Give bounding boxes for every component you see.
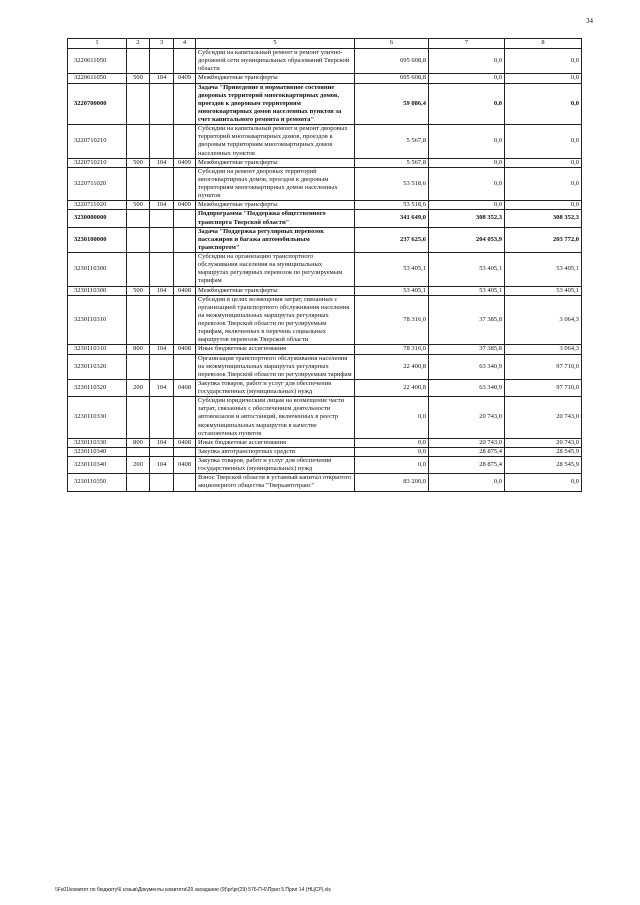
row-value-6: 78 316,0 bbox=[355, 345, 429, 354]
row-col2 bbox=[127, 253, 150, 287]
row-value-7: 0,0 bbox=[429, 167, 505, 201]
row-value-8: 3 064,3 bbox=[505, 295, 582, 345]
row-code: 3220711020 bbox=[68, 201, 127, 210]
table-row bbox=[68, 438, 582, 447]
row-value-7: 0,0 bbox=[429, 49, 505, 74]
row-value-6: 53 405,1 bbox=[355, 286, 429, 295]
row-col3: 104 bbox=[150, 201, 174, 210]
row-code: 3230110300 bbox=[68, 286, 127, 295]
row-value-6: 53 405,1 bbox=[355, 253, 429, 287]
row-value-7: 0,0 bbox=[429, 74, 505, 83]
row-col2 bbox=[127, 210, 150, 227]
row-value-7: 37 385,8 bbox=[429, 295, 505, 345]
row-code: 3230110340 bbox=[68, 457, 127, 474]
row-description: Закупка товаров, работ и услуг для обеспечения государственных (муниципальных) нужд bbox=[196, 379, 355, 396]
row-value-8: 0,0 bbox=[505, 201, 582, 210]
row-value-6: 78 316,0 bbox=[355, 295, 429, 345]
row-value-7: 204 053,9 bbox=[429, 227, 505, 252]
row-value-6: 5 567,8 bbox=[355, 125, 429, 159]
column-header: 6 bbox=[355, 39, 429, 49]
row-col2 bbox=[127, 167, 150, 201]
row-col2: 500 bbox=[127, 158, 150, 167]
row-col3 bbox=[150, 354, 174, 379]
row-value-7: 0,0 bbox=[429, 158, 505, 167]
row-code: 3220700000 bbox=[68, 83, 127, 125]
row-col3: 104 bbox=[150, 158, 174, 167]
row-description: Закупка автотранспортных средств bbox=[196, 447, 355, 456]
row-col4 bbox=[174, 447, 196, 456]
row-col3 bbox=[150, 295, 174, 345]
row-col3: 104 bbox=[150, 438, 174, 447]
row-col3 bbox=[150, 447, 174, 456]
row-code: 3230110320 bbox=[68, 354, 127, 379]
column-header: 2 bbox=[127, 39, 150, 49]
row-description: Субсидии на капитальный ремонт и ремонт улично-дорожной сети муниципальных образований Тверской области bbox=[196, 49, 355, 74]
row-code: 3220710210 bbox=[68, 125, 127, 159]
row-value-8: 0,0 bbox=[505, 158, 582, 167]
row-value-7: 0,0 bbox=[429, 125, 505, 159]
row-col4 bbox=[174, 253, 196, 287]
row-description: Межбюджетные трансферты bbox=[196, 286, 355, 295]
row-value-6: 695 608,8 bbox=[355, 74, 429, 83]
file-path-footer: \\Fs01\комитет по бюджету\6 созыв\Документы комитета\29 заседание (9)\pr\pr(29) 576-П-6\Прил 5 Прил 14 (НЦСР).xls bbox=[55, 887, 331, 893]
row-value-7: 0,0 bbox=[429, 474, 505, 491]
table-row bbox=[68, 253, 582, 287]
table-row bbox=[68, 345, 582, 354]
table-row bbox=[68, 354, 582, 379]
table-row bbox=[68, 286, 582, 295]
row-value-8: 0,0 bbox=[505, 83, 582, 125]
row-code: 3220611050 bbox=[68, 49, 127, 74]
row-value-8: 97 710,0 bbox=[505, 379, 582, 396]
row-description: Взнос Тверской области в уставный капитал открытого акционерного общества "Тверьавтотранс" bbox=[196, 474, 355, 491]
table-body bbox=[68, 49, 582, 492]
row-col4 bbox=[174, 167, 196, 201]
table-row bbox=[68, 167, 582, 201]
row-value-7: 20 743,0 bbox=[429, 397, 505, 439]
row-description: Субсидии на организацию транспортного обслуживания населения на муниципальных маршрутах регулярных перевозок по регулируемым тарифам bbox=[196, 253, 355, 287]
row-value-6: 0,0 bbox=[355, 447, 429, 456]
row-col4: 0408 bbox=[174, 379, 196, 396]
table-row bbox=[68, 158, 582, 167]
row-col3 bbox=[150, 253, 174, 287]
row-col2: 800 bbox=[127, 345, 150, 354]
row-description: Субсидии на капитальный ремонт и ремонт дворовых территорий многоквартирных домов, проездов к дворовым территориям многоквартирных домов населенных пунктов bbox=[196, 125, 355, 159]
row-col3 bbox=[150, 397, 174, 439]
row-col2: 500 bbox=[127, 74, 150, 83]
row-value-8: 0,0 bbox=[505, 125, 582, 159]
row-col2 bbox=[127, 397, 150, 439]
column-header: 1 bbox=[68, 39, 127, 49]
row-col3 bbox=[150, 125, 174, 159]
row-value-7: 28 875,4 bbox=[429, 457, 505, 474]
row-value-7: 63 340,9 bbox=[429, 379, 505, 396]
row-value-6: 59 086,4 bbox=[355, 83, 429, 125]
row-col4: 0408 bbox=[174, 345, 196, 354]
row-value-8: 0,0 bbox=[505, 167, 582, 201]
row-code: 3230110320 bbox=[68, 379, 127, 396]
row-value-8: 0,0 bbox=[505, 49, 582, 74]
table-row bbox=[68, 379, 582, 396]
table-row bbox=[68, 201, 582, 210]
row-value-8: 97 710,0 bbox=[505, 354, 582, 379]
row-description: Организация транспортного обслуживания населения на межмуниципальных маршрутах регулярных перевозок Тверской области по регулируемым тарифам bbox=[196, 354, 355, 379]
row-description: Задача "Приведение в нормативное состояние дворовых территорий многоквартирных домов, проездов к дворовым территориям многоквартирных домов населенных пунктов за счет капитального ремонта и ремонта" bbox=[196, 83, 355, 125]
row-code: 3230100000 bbox=[68, 227, 127, 252]
table-row bbox=[68, 447, 582, 456]
row-value-6: 83 200,0 bbox=[355, 474, 429, 491]
row-col3: 104 bbox=[150, 457, 174, 474]
row-value-8: 53 405,1 bbox=[505, 253, 582, 287]
row-description: Задача "Поддержка регулярных перевозок пассажиров и багажа автомобильным транспортом" bbox=[196, 227, 355, 252]
row-code: 3230110330 bbox=[68, 397, 127, 439]
row-description: Закупка товаров, работ и услуг для обеспечения государственных (муниципальных) нужд bbox=[196, 457, 355, 474]
row-value-8: 28 545,9 bbox=[505, 457, 582, 474]
row-col2 bbox=[127, 474, 150, 491]
row-value-8: 0,0 bbox=[505, 474, 582, 491]
row-value-6: 0,0 bbox=[355, 397, 429, 439]
row-value-7: 53 405,1 bbox=[429, 253, 505, 287]
row-value-8: 308 352,3 bbox=[505, 210, 582, 227]
row-code: 3230000000 bbox=[68, 210, 127, 227]
row-col4 bbox=[174, 210, 196, 227]
row-col4 bbox=[174, 83, 196, 125]
row-col3 bbox=[150, 49, 174, 74]
row-col3: 104 bbox=[150, 379, 174, 396]
row-value-6: 53 518,6 bbox=[355, 167, 429, 201]
row-code: 3220710210 bbox=[68, 158, 127, 167]
row-col3 bbox=[150, 210, 174, 227]
row-value-6: 5 567,8 bbox=[355, 158, 429, 167]
row-col2: 500 bbox=[127, 286, 150, 295]
row-col4: 0408 bbox=[174, 286, 196, 295]
row-value-7: 0,0 bbox=[429, 201, 505, 210]
row-code: 3230110340 bbox=[68, 447, 127, 456]
row-description: Межбюджетные трансферты bbox=[196, 201, 355, 210]
row-description: Подпрограмма "Поддержка общественного транспорта Тверской области" bbox=[196, 210, 355, 227]
row-value-7: 63 340,9 bbox=[429, 354, 505, 379]
table-row bbox=[68, 227, 582, 252]
row-col4 bbox=[174, 354, 196, 379]
row-col4 bbox=[174, 125, 196, 159]
row-value-8: 28 545,9 bbox=[505, 447, 582, 456]
table-row bbox=[68, 74, 582, 83]
row-col2 bbox=[127, 447, 150, 456]
row-description: Иные бюджетные ассигнования bbox=[196, 438, 355, 447]
row-value-6: 22 400,8 bbox=[355, 379, 429, 396]
row-col3: 104 bbox=[150, 74, 174, 83]
row-code: 3230110310 bbox=[68, 295, 127, 345]
row-code: 3230110310 bbox=[68, 345, 127, 354]
row-col4 bbox=[174, 474, 196, 491]
row-code: 3220711020 bbox=[68, 167, 127, 201]
row-description: Иные бюджетные ассигнования bbox=[196, 345, 355, 354]
page-number: 34 bbox=[586, 17, 593, 25]
row-col2 bbox=[127, 83, 150, 125]
row-value-6: 695 608,8 bbox=[355, 49, 429, 74]
row-value-8: 0,0 bbox=[505, 74, 582, 83]
row-description: Межбюджетные трансферты bbox=[196, 74, 355, 83]
row-col4: 0409 bbox=[174, 158, 196, 167]
row-value-6: 237 625,6 bbox=[355, 227, 429, 252]
table-row bbox=[68, 474, 582, 491]
row-col3 bbox=[150, 474, 174, 491]
row-description: Субсидии на ремонт дворовых территорий многоквартирных домов, проездов к дворовым территориям многоквартирных домов населенных пунктов bbox=[196, 167, 355, 201]
table-row bbox=[68, 457, 582, 474]
row-col2 bbox=[127, 227, 150, 252]
row-value-8: 20 743,0 bbox=[505, 397, 582, 439]
row-col2 bbox=[127, 354, 150, 379]
row-value-8: 53 405,1 bbox=[505, 286, 582, 295]
row-col4: 0409 bbox=[174, 201, 196, 210]
row-value-6: 22 400,8 bbox=[355, 354, 429, 379]
row-col3 bbox=[150, 227, 174, 252]
table-row bbox=[68, 210, 582, 227]
row-col2 bbox=[127, 295, 150, 345]
row-value-8: 3 064,3 bbox=[505, 345, 582, 354]
row-col2: 800 bbox=[127, 438, 150, 447]
row-col3: 104 bbox=[150, 286, 174, 295]
column-header: 3 bbox=[150, 39, 174, 49]
row-col3 bbox=[150, 83, 174, 125]
row-col4 bbox=[174, 49, 196, 74]
row-value-7: 28 875,4 bbox=[429, 447, 505, 456]
column-header: 7 bbox=[429, 39, 505, 49]
row-value-6: 53 518,6 bbox=[355, 201, 429, 210]
row-code: 3230110300 bbox=[68, 253, 127, 287]
table-row bbox=[68, 49, 582, 74]
table-row bbox=[68, 295, 582, 345]
row-description: Субсидии в целях возмещения затрат, связанных с организацией транспортного обслуживания населения на межмуниципальных маршрутах регулярных перевозок Тверской области по регулируемым тарифам, включенных в перечень социальных маршрутов перевозок Тверской области bbox=[196, 295, 355, 345]
row-col4: 0408 bbox=[174, 438, 196, 447]
row-col3: 104 bbox=[150, 345, 174, 354]
row-value-8: 20 743,0 bbox=[505, 438, 582, 447]
row-code: 3220611050 bbox=[68, 74, 127, 83]
column-header: 8 bbox=[505, 39, 582, 49]
column-header: 5 bbox=[196, 39, 355, 49]
row-value-7: 53 405,1 bbox=[429, 286, 505, 295]
row-value-7: 37 385,8 bbox=[429, 345, 505, 354]
budget-table bbox=[67, 38, 582, 492]
row-value-6: 0,0 bbox=[355, 457, 429, 474]
row-col4: 0408 bbox=[174, 457, 196, 474]
table-row bbox=[68, 125, 582, 159]
row-value-7: 308 352,3 bbox=[429, 210, 505, 227]
row-value-7: 20 743,0 bbox=[429, 438, 505, 447]
table-row bbox=[68, 83, 582, 125]
row-col2: 200 bbox=[127, 457, 150, 474]
row-value-8: 203 772,0 bbox=[505, 227, 582, 252]
row-col4 bbox=[174, 227, 196, 252]
row-col2 bbox=[127, 49, 150, 74]
table-header-row bbox=[68, 39, 582, 49]
table-row bbox=[68, 397, 582, 439]
row-col4 bbox=[174, 295, 196, 345]
row-code: 3230110350 bbox=[68, 474, 127, 491]
row-col4 bbox=[174, 397, 196, 439]
row-description: Субсидии юридическим лицам на возмещение части затрат, связанных с обеспечением деятельности автовокзалов и автостанций, включенных в реестр межмуниципальных маршрутов в качестве остановочных пунктов bbox=[196, 397, 355, 439]
row-code: 3230110330 bbox=[68, 438, 127, 447]
row-value-6: 341 649,0 bbox=[355, 210, 429, 227]
column-header: 4 bbox=[174, 39, 196, 49]
row-value-6: 0,0 bbox=[355, 438, 429, 447]
row-col3 bbox=[150, 167, 174, 201]
row-col2: 500 bbox=[127, 201, 150, 210]
row-col2 bbox=[127, 125, 150, 159]
row-description: Межбюджетные трансферты bbox=[196, 158, 355, 167]
row-value-7: 0,0 bbox=[429, 83, 505, 125]
row-col2: 200 bbox=[127, 379, 150, 396]
row-col4: 0409 bbox=[174, 74, 196, 83]
